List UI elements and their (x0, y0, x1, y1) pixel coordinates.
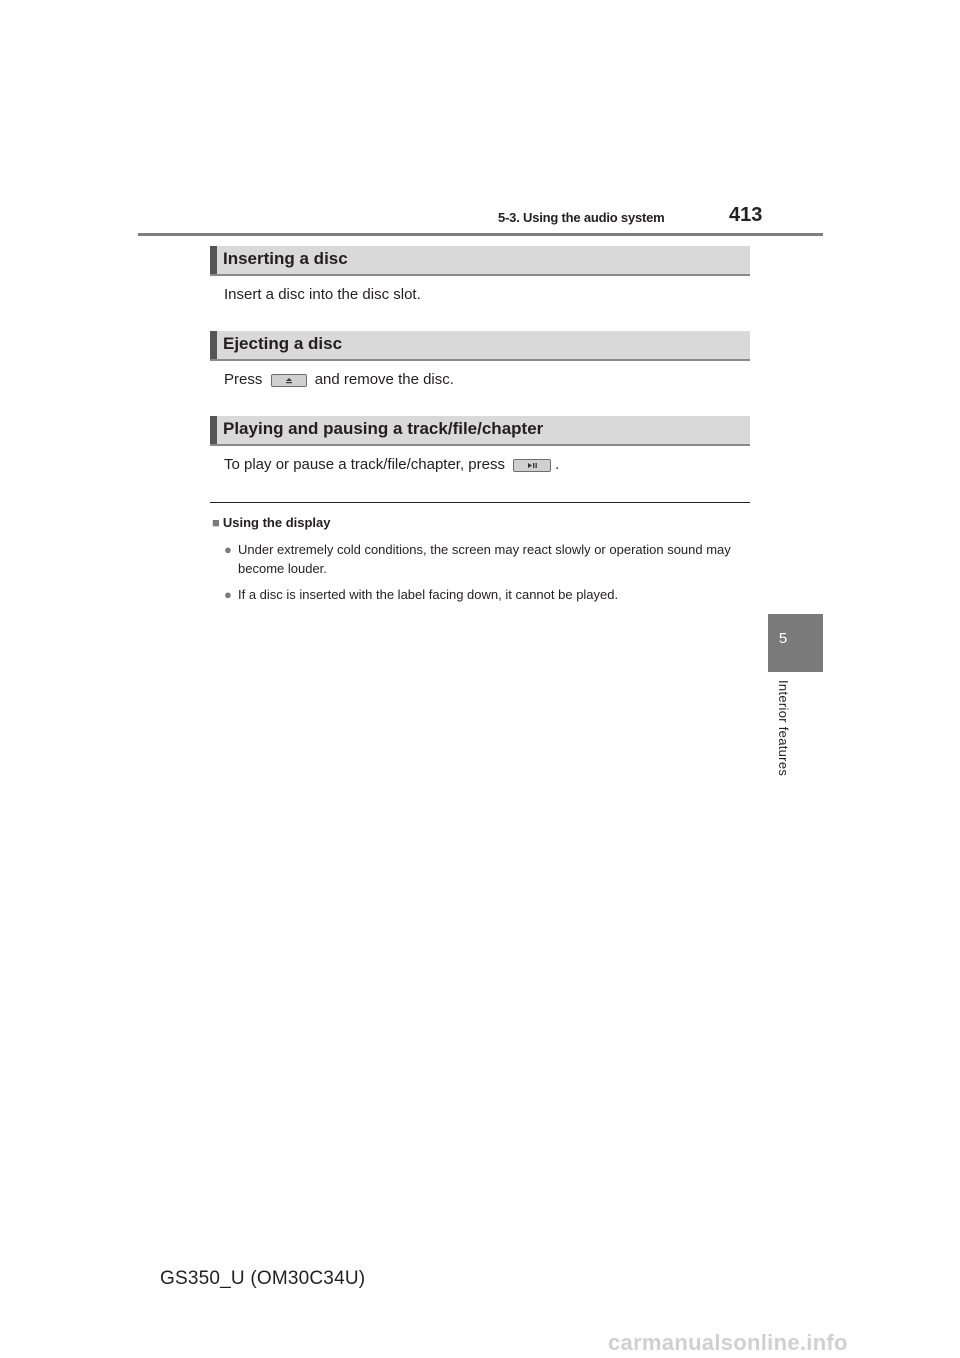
ejecting-instruction (224, 371, 454, 388)
section-accent (210, 246, 217, 274)
instruction-text-before: To play or pause a track/file/chapter, press (224, 456, 505, 473)
section-heading-ejecting (210, 331, 750, 361)
instruction-text-after: . (555, 456, 560, 473)
instruction-text-before: Press (224, 371, 263, 388)
circle-bullet-icon: ● (224, 587, 232, 602)
instruction-text-after: and remove the disc. (314, 371, 454, 388)
circle-bullet-icon: ● (224, 542, 232, 557)
note-heading (212, 515, 331, 530)
section-accent (210, 331, 217, 359)
square-bullet-icon: ■ (212, 515, 220, 530)
eject-button-icon (271, 374, 307, 387)
play-pause-button-icon (513, 459, 551, 472)
section-heading-inserting (210, 246, 750, 276)
note-heading-text: Using the display (222, 515, 331, 530)
note-bullet-text: If a disc is inserted with the label facing down, it cannot be played. (238, 587, 619, 602)
notes-divider (210, 502, 750, 503)
section-title: Ejecting a disc (223, 334, 343, 353)
model-code: GS350_U (OM30C34U) (160, 1268, 366, 1289)
section-accent (210, 416, 217, 444)
chapter-title: Interior features (776, 680, 791, 777)
watermark: carmanualsonline.info (608, 1330, 848, 1355)
page-number: 413 (729, 204, 763, 226)
playing-instruction (224, 456, 559, 473)
inserting-instruction: Insert a disc into the disc slot. (224, 286, 421, 303)
section-title: Inserting a disc (223, 249, 348, 268)
running-header-section: 5-3. Using the audio system (498, 210, 665, 225)
section-title: Playing and pausing a track/file/chapter (223, 419, 544, 438)
header-divider (138, 233, 823, 236)
chapter-number: 5 (778, 630, 788, 647)
note-bullet (224, 585, 750, 604)
section-heading-playing (210, 416, 750, 446)
note-bullet-text: Under extremely cold conditions, the screen may react slowly or operation sound may become louder. (238, 542, 731, 576)
note-bullet (224, 540, 750, 578)
